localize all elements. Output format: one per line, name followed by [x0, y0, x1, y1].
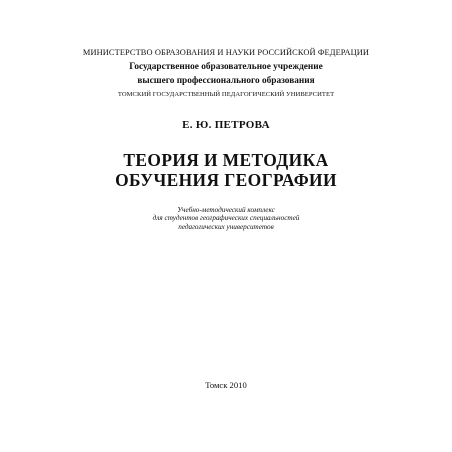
ministry-name: МИНИСТЕРСТВО ОБРАЗОВАНИЯ И НАУКИ РОССИЙСКОЙ ФЕДЕРАЦИИ [82, 48, 370, 57]
institution-type-line1: Государственное образовательное учреждение [129, 62, 323, 72]
institution-header [0, 46, 452, 102]
book-title-line1: ТЕОРИЯ И МЕТОДИКА [123, 150, 329, 170]
institution-type-line2: высшего профессионального образования [137, 76, 315, 86]
book-title [0, 150, 452, 190]
book-title-line2: ОБУЧЕНИЯ ГЕОГРАФИИ [115, 170, 337, 190]
university-name: ТОМСКИЙ ГОСУДАРСТВЕННЫЙ ПЕДАГОГИЧЕСКИЙ УНИВЕРСИТЕТ [117, 91, 335, 98]
publication-place-year: Томск 2010 [205, 380, 247, 390]
subtitle-line1: Учебно-методический комплекс [177, 206, 275, 214]
subtitle-line3: педагогических университетов [178, 222, 274, 231]
author-name: Е. Ю. ПЕТРОВА [182, 119, 270, 131]
subtitle-line2: для студентов географических специальностей [152, 214, 300, 223]
book-subtitle [0, 206, 452, 231]
